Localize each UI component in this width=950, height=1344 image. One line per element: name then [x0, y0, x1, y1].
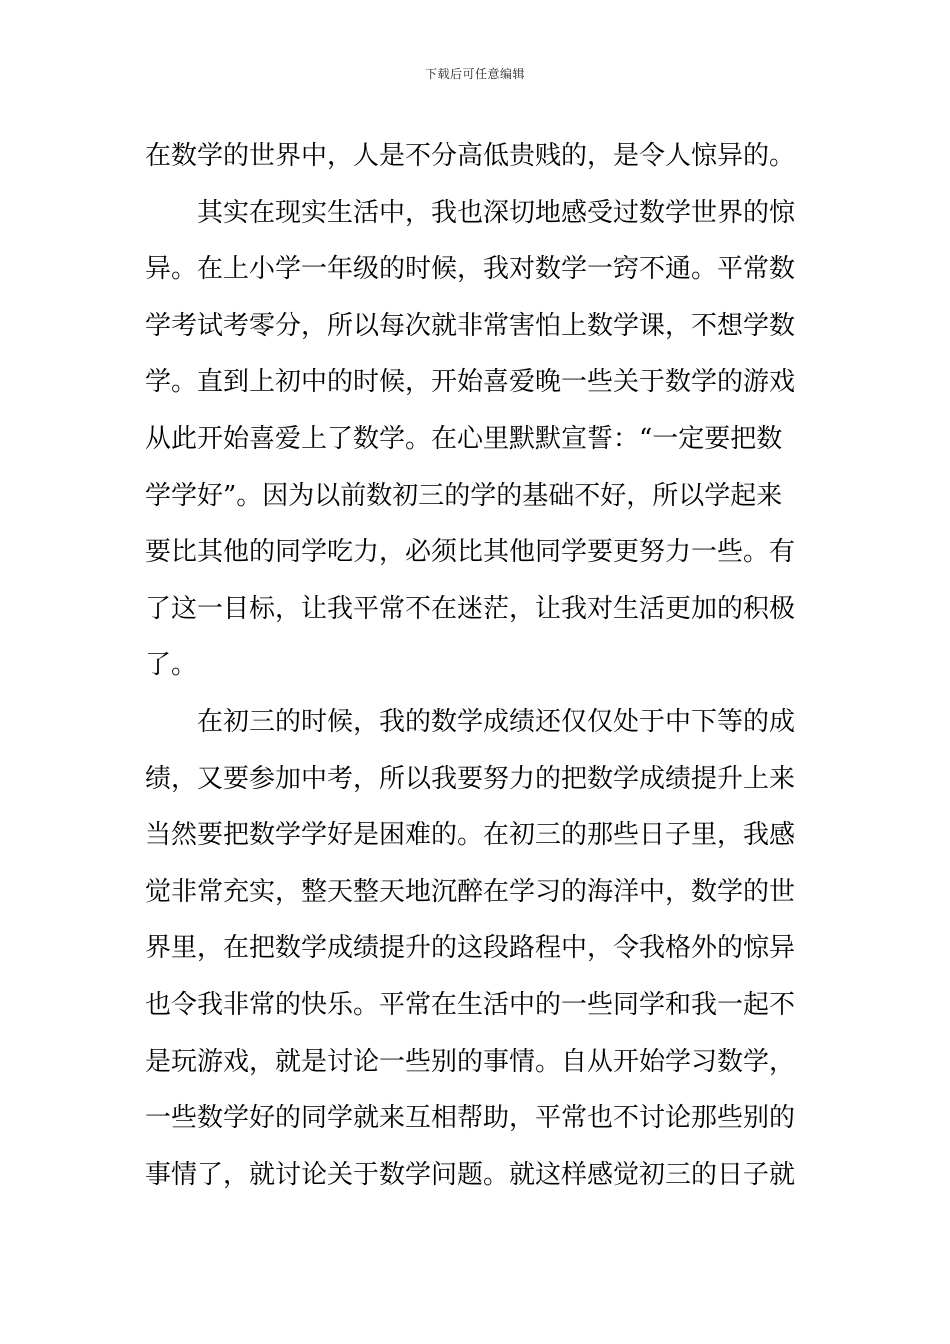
text-line: 界里，在把数学成绩提升的这段路程中，令我格外的惊异	[145, 933, 796, 964]
text-line: 从此开始喜爱上了数学。在心里默默宣誓：“一定要把数	[145, 423, 783, 454]
text-line: 了这一目标，让我平常不在迷茫，让我对生活更加的积极	[145, 593, 796, 624]
text-line: 异。在上小学一年级的时候，我对数学一窍不通。平常数	[145, 254, 796, 285]
text-line: 学考试考零分，所以每次就非常害怕上数学课，不想学数	[145, 310, 796, 341]
page-header: 下载后可任意编辑	[424, 67, 525, 81]
text-line: 在数学的世界中，人是不分高低贵贱的，是令人惊异的。	[145, 141, 796, 171]
paragraph-start-line: 在初三的时候，我的数学成绩还仅仅处于中下等的成	[197, 706, 796, 737]
text-line: 要比其他的同学吃力，必须比其他同学要更努力一些。有	[145, 537, 796, 568]
text-line: 了。	[145, 650, 198, 681]
text-line: 觉非常充实，整天整天地沉醉在学习的海洋中，数学的世	[145, 876, 796, 907]
paragraph-start-line: 其实在现实生活中，我也深切地感受过数学世界的惊	[197, 197, 796, 228]
text-line: 当然要把数学学好是困难的。在初三的那些日子里，我感	[145, 820, 796, 851]
text-line: 是玩游戏，就是讨论一些别的事情。自从开始学习数学，	[145, 1046, 796, 1077]
text-line: 学。直到上初中的时候，开始喜爱晚一些关于数学的游戏	[145, 367, 796, 398]
text-line: 事情了，就讨论关于数学问题。就这样感觉初三的日子就	[145, 1159, 796, 1190]
document-body	[145, 128, 820, 1203]
text-line: 绩，又要参加中考，所以我要努力的把数学成绩提升上来	[145, 763, 796, 794]
text-line: 也令我非常的快乐。平常在生活中的一些同学和我一起不	[145, 989, 796, 1020]
text-line: 学学好”。因为以前数初三的学的基础不好，所以学起来	[145, 480, 783, 511]
text-line: 一些数学好的同学就来互相帮助，平常也不讨论那些别的	[145, 1103, 796, 1134]
